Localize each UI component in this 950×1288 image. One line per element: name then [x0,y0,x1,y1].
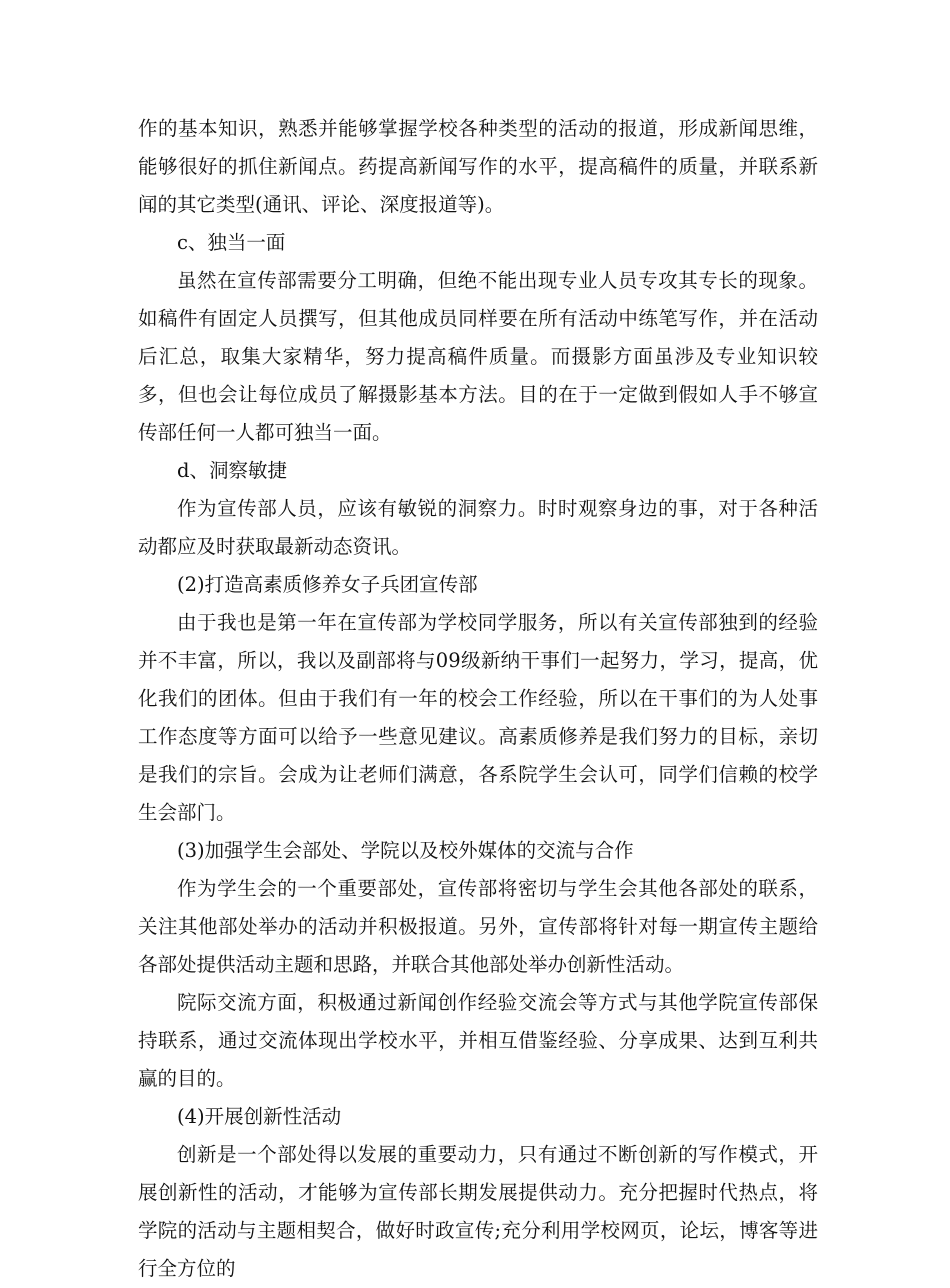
section-heading-4: (4)开展创新性活动 [177,1105,342,1128]
document-body [138,110,818,1288]
section-heading-c: c、独当一面 [177,231,286,254]
paragraph: 作为宣传部人员，应该有敏锐的洞察力。时时观察身边的事，对于各种活动都应及时获取最新动态资讯。 [138,497,818,558]
paragraph: 创新是一个部处得以发展的重要动力，只有通过不断创新的写作模式，开展创新性的活动，才能够为宣传部长期发展提供动力。充分把握时代热点，将学院的活动与主题相契合，做好时政宣传;充分利用学校网页，论坛，博客等进行全方位的 [138,1143,818,1280]
section-heading-3: (3)加强学生会部处、学院以及校外媒体的交流与合作 [177,839,634,862]
paragraph: 院际交流方面，积极通过新闻创作经验交流会等方式与其他学院宣传部保持联系，通过交流体现出学校水平，并相互借鉴经验、分享成果、达到互利共赢的目的。 [138,991,818,1090]
paragraph: 作为学生会的一个重要部处，宣传部将密切与学生会其他各部处的联系，关注其他部处举办的活动并积极报道。另外，宣传部将针对每一期宣传主题给各部处提供活动主题和思路，并联合其他部处举办创新性活动。 [138,877,818,976]
paragraph: 虽然在宣传部需要分工明确，但绝不能出现专业人员专攻其专长的现象。如稿件有固定人员撰写，但其他成员同样要在所有活动中练笔写作，并在活动后汇总，取集大家精华，努力提高稿件质量。而摄影方面虽涉及专业知识较多，但也会让每位成员了解摄影基本方法。目的在于一定做到假如人手不够宣传部任何一人都可独当一面。 [138,269,818,444]
paragraph: 由于我也是第一年在宣传部为学校同学服务，所以有关宣传部独到的经验并不丰富，所以，我以及副部将与09级新纳干事们一起努力，学习，提高，优化我们的团体。但由于我们有一年的校会工作经验，所以在干事们的为人处事工作态度等方面可以给予一些意见建议。高素质修养是我们努力的目标，亲切是我们的宗旨。会成为让老师们满意，各系院学生会认可，同学们信赖的校学生会部门。 [138,611,818,824]
section-heading-2: (2)打造高素质修养女子兵团宣传部 [177,573,478,596]
paragraph-continued: 作的基本知识，熟悉并能够掌握学校各种类型的活动的报道，形成新闻思维，能够很好的抓住新闻点。药提高新闻写作的水平，提高稿件的质量，并联系新闻的其它类型(通讯、评论、深度报道等)。 [138,117,818,216]
section-heading-d: d、洞察敏捷 [177,459,287,482]
